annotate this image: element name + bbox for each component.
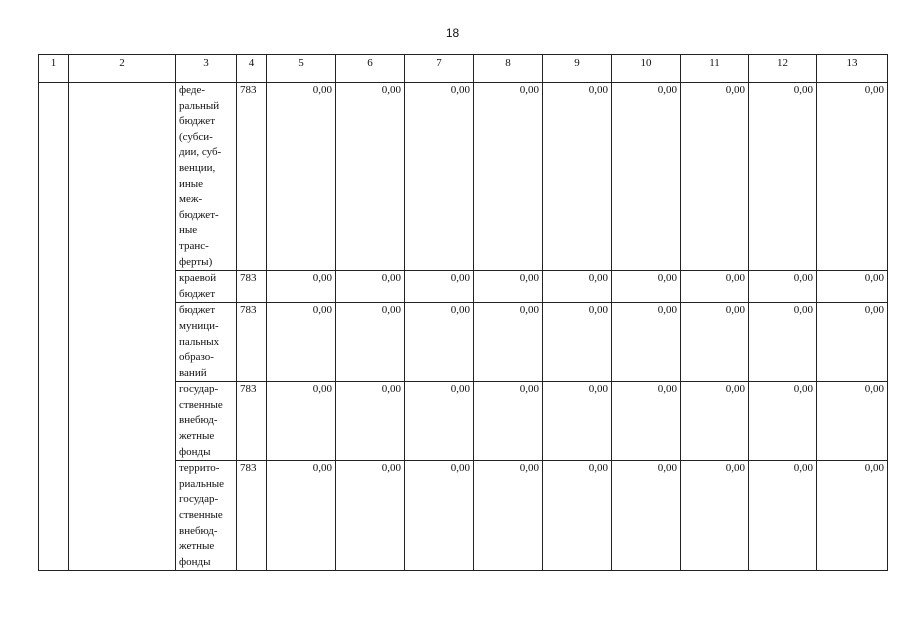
amount-cell: 0,00 [405, 303, 474, 382]
funding-source-line: феде- [179, 84, 206, 96]
amount-cell: 0,00 [543, 461, 612, 571]
amount-cell: 0,00 [612, 303, 681, 382]
column-header: 11 [681, 55, 749, 83]
column-header: 10 [612, 55, 681, 83]
column-header: 12 [749, 55, 817, 83]
funding-source-line: транс- [179, 239, 209, 252]
funding-source-line: бюджет [179, 287, 215, 300]
amount-cell: 0,00 [543, 271, 612, 303]
amount-cell: 0,00 [681, 461, 749, 571]
empty-cell-col-2 [69, 83, 176, 571]
amount-cell: 0,00 [336, 271, 405, 303]
funding-source-line: бюджет- [179, 208, 219, 221]
funding-source-line: ственные [179, 509, 223, 522]
funding-source-line: бюджет [179, 304, 215, 317]
funding-source-line: ферты) [179, 255, 213, 268]
amount-cell: 0,00 [817, 382, 888, 461]
amount-cell: 0,00 [267, 382, 336, 461]
funding-source-line: пальных [179, 335, 220, 348]
funding-source-line: образо- [179, 351, 214, 364]
budget-code-cell: 783 [237, 271, 267, 303]
amount-cell: 0,00 [681, 83, 749, 271]
funding-source-line: ные [179, 224, 198, 237]
funding-source-line: дии, суб- [179, 146, 222, 159]
funding-source-line: ваний [179, 366, 207, 379]
amount-cell: 0,00 [612, 461, 681, 571]
funding-source-line: (субси- [179, 130, 213, 143]
funding-source-line: фонды [179, 555, 211, 568]
amount-cell: 0,00 [749, 83, 817, 271]
amount-cell: 0,00 [267, 83, 336, 271]
amount-cell: 0,00 [405, 83, 474, 271]
page-number: 18 [445, 26, 460, 40]
funding-source-line: иные [179, 177, 204, 190]
amount-cell: 0,00 [336, 83, 405, 271]
amount-cell: 0,00 [749, 461, 817, 571]
funding-source-line: террито- [179, 462, 220, 475]
amount-cell: 0,00 [474, 461, 543, 571]
funding-source-line: жетные [179, 430, 215, 443]
amount-cell: 0,00 [474, 382, 543, 461]
funding-source-line: ственные [179, 398, 223, 411]
column-header: 2 [69, 55, 176, 83]
column-header: 4 [237, 55, 267, 83]
funding-source-line: внебюд- [179, 524, 218, 537]
amount-cell: 0,00 [612, 382, 681, 461]
amount-cell: 0,00 [817, 271, 888, 303]
amount-cell: 0,00 [405, 461, 474, 571]
amount-cell: 0,00 [817, 461, 888, 571]
amount-cell: 0,00 [681, 303, 749, 382]
column-header: 9 [543, 55, 612, 83]
amount-cell: 0,00 [543, 83, 612, 271]
column-header: 8 [474, 55, 543, 83]
budget-code-cell: 783 [237, 461, 267, 571]
amount-cell: 0,00 [612, 83, 681, 271]
funding-source-line: ральный [179, 99, 220, 112]
amount-cell: 0,00 [474, 303, 543, 382]
funding-source-cell [176, 271, 237, 303]
amount-cell: 0,00 [749, 271, 817, 303]
amount-cell: 0,00 [336, 382, 405, 461]
column-header: 1 [39, 55, 69, 83]
funding-source-line: бюджет [179, 115, 215, 128]
funding-source-line: риальные [179, 477, 225, 490]
budget-code-cell: 783 [237, 303, 267, 382]
amount-cell: 0,00 [749, 382, 817, 461]
amount-cell: 0,00 [612, 271, 681, 303]
amount-cell: 0,00 [681, 382, 749, 461]
column-header: 7 [405, 55, 474, 83]
budget-table [38, 54, 888, 571]
funding-source-line: внебюд- [179, 414, 218, 427]
funding-source-line: государ- [179, 383, 219, 396]
column-header: 13 [817, 55, 888, 83]
funding-source-line: меж- [179, 193, 203, 206]
column-header: 6 [336, 55, 405, 83]
funding-source-cell [176, 83, 237, 271]
amount-cell: 0,00 [336, 303, 405, 382]
amount-cell: 0,00 [681, 271, 749, 303]
amount-cell: 0,00 [817, 303, 888, 382]
table-body [39, 83, 888, 571]
column-header: 3 [176, 55, 237, 83]
column-number-row [39, 55, 888, 83]
amount-cell: 0,00 [267, 271, 336, 303]
funding-source-cell [176, 303, 237, 382]
budget-code-cell: 783 [237, 382, 267, 461]
funding-source-cell [176, 382, 237, 461]
funding-source-line: краевой [179, 272, 217, 285]
budget-code-cell: 783 [237, 83, 267, 271]
amount-cell: 0,00 [405, 382, 474, 461]
amount-cell: 0,00 [474, 271, 543, 303]
funding-source-line: фонды [179, 445, 211, 458]
amount-cell: 0,00 [817, 83, 888, 271]
amount-cell: 0,00 [405, 271, 474, 303]
amount-cell: 0,00 [749, 303, 817, 382]
funding-source-line: венции, [179, 161, 216, 174]
funding-source-line: муници- [179, 319, 219, 332]
table-row [39, 83, 888, 271]
amount-cell: 0,00 [543, 303, 612, 382]
amount-cell: 0,00 [336, 461, 405, 571]
funding-source-cell [176, 461, 237, 571]
empty-cell-col-1 [39, 83, 69, 571]
funding-source-line: жетные [179, 540, 215, 553]
amount-cell: 0,00 [267, 303, 336, 382]
amount-cell: 0,00 [267, 461, 336, 571]
amount-cell: 0,00 [474, 83, 543, 271]
amount-cell: 0,00 [543, 382, 612, 461]
funding-source-line: государ- [179, 493, 219, 506]
column-header: 5 [267, 55, 336, 83]
